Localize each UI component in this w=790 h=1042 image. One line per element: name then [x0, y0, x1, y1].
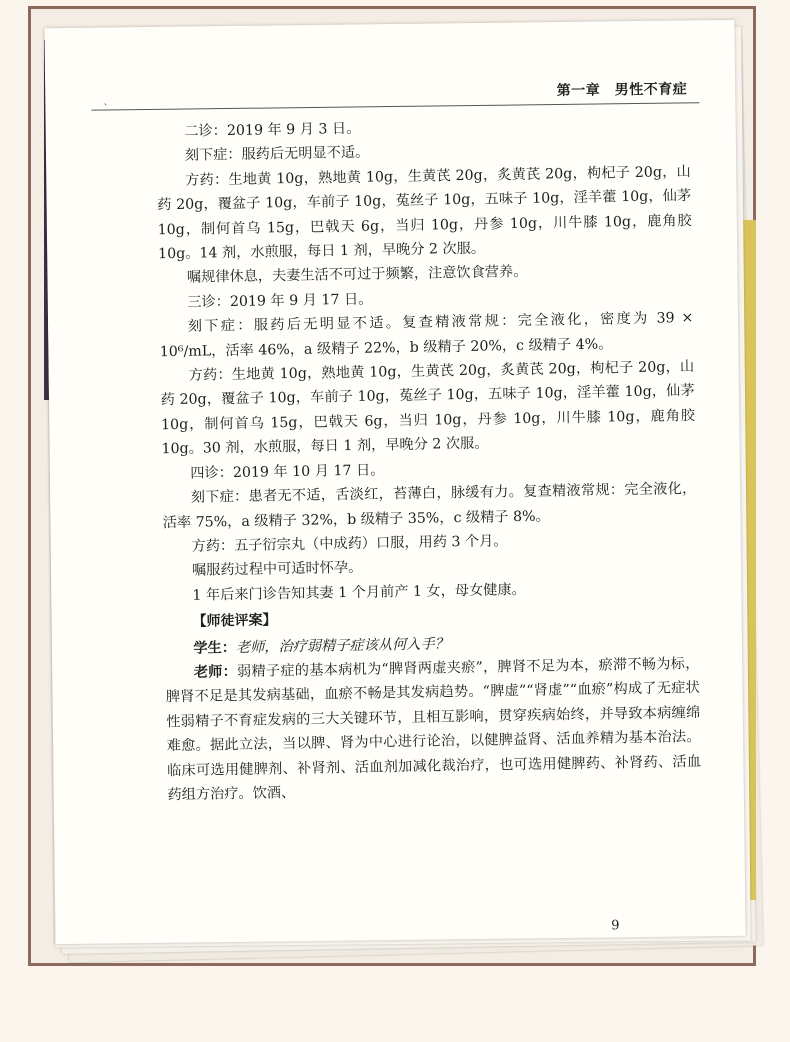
page-body [156, 111, 702, 808]
paragraph: 方药：生地黄 10g，熟地黄 10g，生黄芪 20g，炙黄芪 20g，枸杞子 20g，山药 20g，覆盆子 10g，车前子 10g，菟丝子 10g，五味子 10g，淫羊藿 10g，仙茅 10g，制何首乌 15g，巴戟天 6g，当归 10g，丹参 10g，川牛膝 10g，鹿角胶 10g。30 剂，水煎服，每日 1 剂，早晚分 2 次服。 [160, 359, 696, 458]
book-page [44, 20, 745, 944]
paragraph: 方药：五子衍宗丸（中成药）口服，用药 3 个月。 [191, 533, 508, 555]
teacher-text: 弱精子症的基本病机为“脾肾两虚夹瘀”，脾肾不足为本，瘀滞不畅为标，脾肾不足是其发病基础，血瘀不畅是其发病趋势。“脾虚”“肾虚”“血瘀”构成了无症状性弱精子不育症发病的三大关键环节，且相互影响，贯穿疾病始终，并导致本病缠绵难愈。据此立法，当以脾、肾为中心进行论治，以健脾益肾、活血养精为基本治法。临床可选用健脾剂、补肾剂、活血剂加减化裁治疗，也可选用健脾药、补肾药、活血药组方治疗。饮酒、 [165, 655, 702, 804]
paragraph: 三诊：2019 年 9 月 17 日。 [187, 291, 373, 311]
paragraph: 刻下症：服药后无明显不适。复查精液常规：完全液化，密度为 39 × 10⁶/mL，活率 46%，a 级精子 22%，b 级精子 20%，c 级精子 4%。 [159, 310, 694, 360]
page-number: 9 [611, 918, 620, 934]
student-text: 老师，治疗弱精子症该从何入手？ [235, 635, 449, 656]
section-title: 【师徒评案】 [192, 612, 277, 630]
paragraph: 方药：生地黄 10g，熟地黄 10g，生黄芪 20g，炙黄芪 20g，枸杞子 20g，山药 20g，覆盆子 10g，车前子 10g，菟丝子 10g，五味子 10g，淫羊藿 10g，仙茅 10g，制何首乌 15g，巴戟天 6g，当归 10g，丹参 10g，川牛膝 10g，鹿角胶 10g。14 剂，水煎服，每日 1 剂，早晚分 2 次服。 [157, 163, 692, 263]
corner-mark: ` [103, 103, 109, 115]
paragraph: 二诊：2019 年 9 月 3 日。 [184, 120, 361, 140]
teacher-answer [165, 652, 701, 808]
chapter-header: 第一章 男性不育症 [556, 81, 688, 99]
paragraph: 嘱服药过程中可适时怀孕。 [191, 560, 363, 580]
student-label: 学生： [193, 639, 237, 657]
paragraph: 刻下症：服药后无明显不适。 [184, 144, 370, 165]
paragraph: 四诊：2019 年 10 月 17 日。 [190, 462, 385, 482]
paragraph: 1 年后来门诊告知其妻 1 个月前产 1 女，母女健康。 [192, 581, 526, 604]
paragraph: 嘱规律休息，夫妻生活不可过于频繁，注意饮食营养。 [186, 264, 528, 287]
paragraph: 刻下症：患者无不适，舌淡红，苔薄白，脉缓有力。复查精液常规：完全液化，活率 75%，a 级精子 32%，b 级精子 35%，c 级精子 8%。 [162, 481, 697, 531]
header-rule [91, 102, 699, 110]
teacher-label: 老师： [193, 663, 238, 681]
